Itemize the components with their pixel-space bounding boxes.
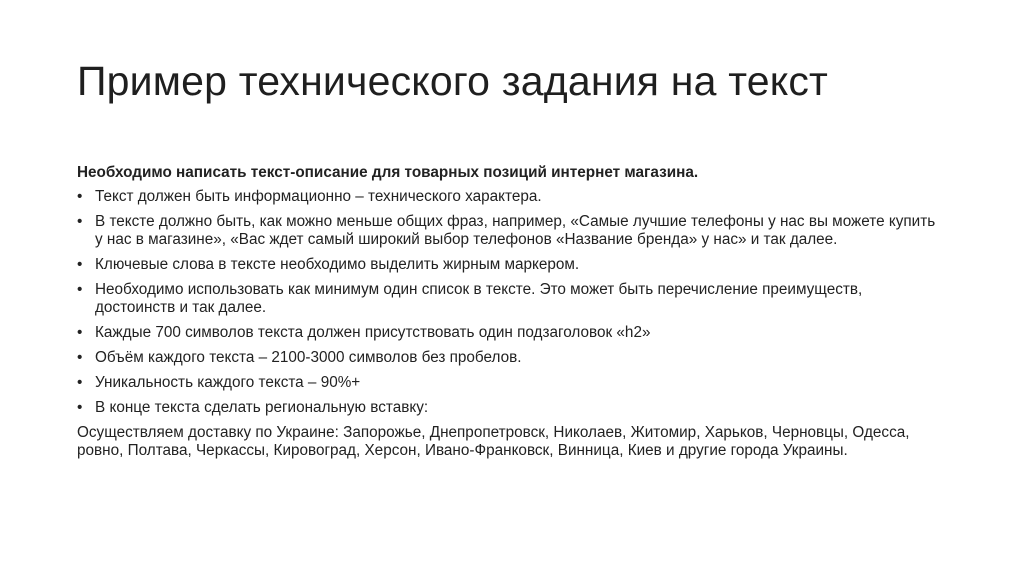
list-item-text: В конце текста сделать региональную вставку: — [95, 399, 429, 416]
bullet-icon: • — [77, 281, 83, 298]
list-item — [77, 281, 937, 317]
intro-text: Необходимо написать текст-описание для товарных позиций интернет магазина. — [77, 164, 699, 181]
list-item — [77, 324, 937, 342]
list-item-text: Ключевые слова в тексте необходимо выделить жирным маркером. — [95, 256, 580, 273]
list-item — [77, 188, 937, 206]
list-item — [77, 213, 937, 249]
requirements-list — [77, 188, 937, 417]
list-item — [77, 399, 937, 417]
list-item-text: Уникальность каждого текста – 90%+ — [95, 374, 361, 391]
regional-insert-text: Осуществляем доставку по Украине: Запорожье, Днепропетровск, Николаев, Житомир, Харьков, Черновцы, Одесса, ровно, Полтава, Черкассы, Кировоград, Херсон, Ивано-Франковск, Винница, Киев и другие города Украины. — [77, 424, 910, 459]
list-item — [77, 256, 937, 274]
bullet-icon: • — [77, 349, 83, 366]
list-item-text: Каждые 700 символов текста должен присутствовать один подзаголовок «h2» — [95, 324, 651, 341]
slide-body — [77, 164, 937, 460]
bullet-icon: • — [77, 213, 83, 230]
slide-title: Пример технического задания на текст — [77, 58, 829, 104]
bullet-icon: • — [77, 188, 83, 205]
bullet-icon: • — [77, 399, 83, 416]
bullet-icon: • — [77, 256, 83, 273]
list-item-text: Объём каждого текста – 2100-3000 символов без пробелов. — [95, 349, 522, 366]
list-item — [77, 349, 937, 367]
bullet-icon: • — [77, 324, 83, 341]
bullet-icon: • — [77, 374, 83, 391]
list-item-text: Текст должен быть информационно – технического характера. — [95, 188, 542, 205]
list-item — [77, 374, 937, 392]
list-item-text: Необходимо использовать как минимум один список в тексте. Это может быть перечисление преимуществ, достоинств и так далее. — [95, 281, 863, 316]
list-item-text: В тексте должно быть, как можно меньше общих фраз, например, «Самые лучшие телефоны у нас вы можете купить у нас в магазине», «Вас ждет самый широкий выбор телефонов «Название бренда» у нас» и так далее. — [95, 213, 936, 248]
